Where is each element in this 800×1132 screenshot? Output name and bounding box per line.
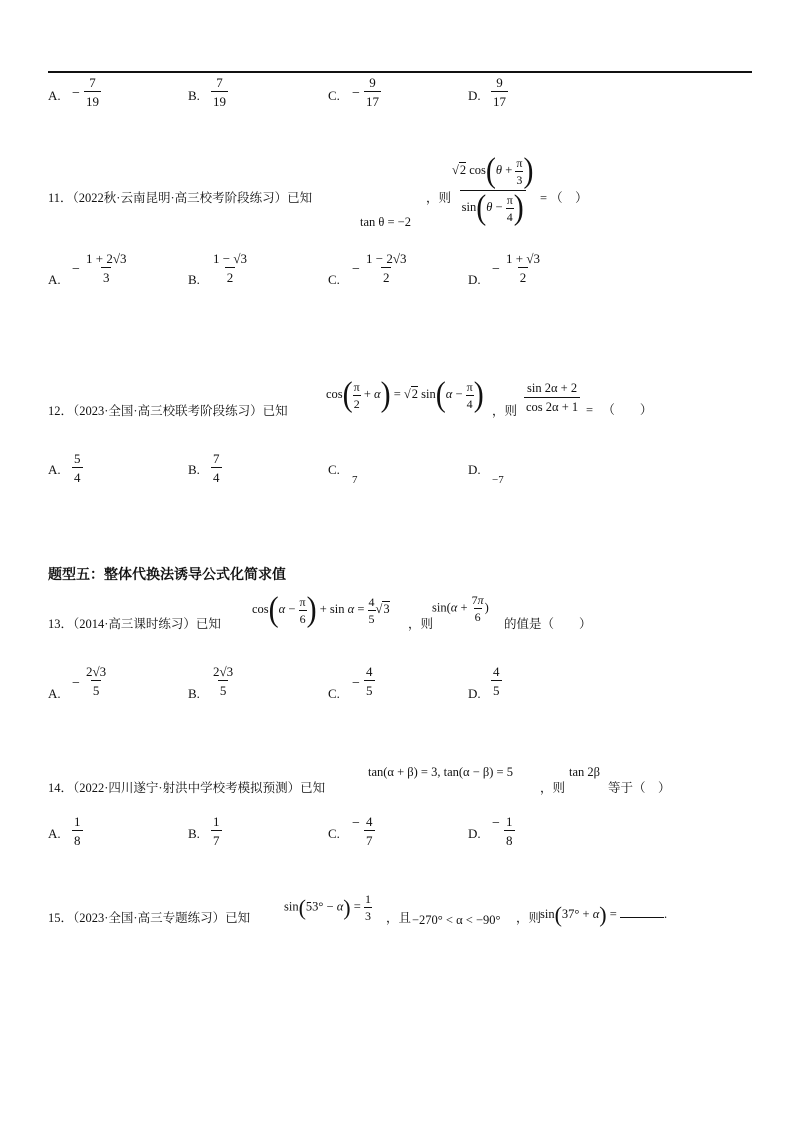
then-text: ，则 [408, 617, 434, 631]
question-stem: 15．（2023·全国·高三专题练习）已知 [48, 911, 251, 925]
then-text: ，则 [426, 191, 452, 205]
section-heading: 题型五：整体代换法诱导公式化简求值 [48, 567, 286, 583]
option-fraction: $\frac{2√3}{5}$ [86, 664, 107, 698]
option-label[interactable]: B. [188, 826, 200, 841]
option-label[interactable]: D. [468, 826, 481, 841]
question-stem: 13．（2014·高三课时练习）已知 [48, 617, 221, 631]
option-fraction: $\frac{4}{5}$ [493, 664, 500, 698]
option-fraction: $\frac{1}{8}$ [74, 814, 81, 848]
target-formula: sin(α + $\frac{7\pi}{6}$ ) [432, 593, 489, 624]
option-fraction: $\frac{1}{8}$ [506, 814, 513, 848]
minus-sign: − [352, 86, 360, 101]
option-value: 7 [352, 474, 358, 486]
option-label[interactable]: A. [48, 272, 61, 287]
target-formula: tan 2β [569, 765, 601, 779]
minus-sign: − [352, 262, 360, 277]
main-expression-fraction: √2 cos(θ + $\frac{\pi}{3}$ ) sin(θ − $\frac{\pi}{4}$ ) [452, 151, 534, 227]
condition-formula: sin(53° − α) = $\frac{1}{3}$ [284, 892, 371, 923]
option-fraction: $\frac{9}{17}$ [493, 75, 506, 109]
option-label[interactable]: C. [328, 462, 340, 477]
option-fraction: $\frac{9}{17}$ [366, 75, 379, 109]
option-fraction: $\frac{1}{7}$ [213, 814, 220, 848]
condition-formula: tan θ = −2 [360, 215, 411, 229]
option-label[interactable]: B. [188, 462, 200, 477]
option-fraction: $\frac{7}{19}$ [86, 75, 99, 109]
minus-sign: − [352, 676, 360, 691]
then-text: ，则 [540, 781, 566, 795]
minus-sign: − [352, 816, 360, 831]
minus-sign: − [492, 262, 500, 277]
minus-sign: − [72, 86, 80, 101]
option-fraction: $\frac{2√3}{5}$ [213, 664, 234, 698]
option-label[interactable]: C. [328, 826, 340, 841]
option-label[interactable]: A. [48, 686, 61, 701]
option-fraction: $\frac{5}{4}$ [74, 451, 81, 485]
option-fraction: $\frac{7}{4}$ [213, 451, 220, 485]
option-label[interactable]: B. [188, 88, 200, 103]
option-fraction: $\frac{4}{5}$ [366, 664, 373, 698]
answer-parens: = （ ） [540, 191, 588, 205]
condition-formula: tan(α + β) = 3, tan(α − β) = 5 [368, 765, 513, 779]
option-fraction: $\frac{1 + 2√3}{3}$ [86, 251, 127, 285]
minus-sign: − [72, 262, 80, 277]
top-rule [48, 71, 752, 73]
question-stem: 14．（2022·四川遂宁·射洪中学校考模拟预测）已知 [48, 781, 326, 795]
then-text: ，则 [492, 404, 518, 418]
option-fraction: $\frac{4}{7}$ [366, 814, 373, 848]
option-fraction: $\frac{1 - √3}{2}$ [213, 251, 247, 285]
answer-parens: 等于（ ） [608, 781, 671, 795]
option-label[interactable]: D. [468, 88, 481, 103]
option-label[interactable]: A. [48, 88, 61, 103]
condition-formula: cos(α − $\frac{\pi}{6}$ ) + sin α = $\frac{4}{5}$ √3 [252, 590, 390, 629]
option-label[interactable]: C. [328, 686, 340, 701]
option-value: −7 [492, 474, 504, 486]
option-label[interactable]: D. [468, 686, 481, 701]
option-fraction: $\frac{1 - 2√3}{2}$ [366, 251, 407, 285]
option-fraction: $\frac{1 + √3}{2}$ [506, 251, 540, 285]
condition-formula: cos( $\frac{\pi}{2}$ + α) = √2 sin(α − $\frac{\pi}{4}$ ) [326, 375, 484, 414]
range-formula: −270° < α < −90° [412, 913, 501, 927]
option-label[interactable]: C. [328, 272, 340, 287]
target-fraction: $\frac{\sin 2\alpha + 2}{\cos 2\alpha + 1}$ [526, 381, 579, 414]
question-stem: 12．（2023·全国·高三校联考阶段练习）已知 [48, 404, 288, 418]
option-label[interactable]: D. [468, 462, 481, 477]
option-fraction: $\frac{7}{19}$ [213, 75, 226, 109]
answer-blank[interactable] [620, 905, 664, 918]
answer-parens: = （ ） [586, 403, 653, 417]
then-text: ，则 [516, 911, 542, 925]
option-label[interactable]: A. [48, 462, 61, 477]
answer-parens: 的值是（ ） [504, 617, 592, 631]
option-label[interactable]: B. [188, 686, 200, 701]
target-formula: sin(37° + α) = . [540, 902, 668, 927]
option-label[interactable]: A. [48, 826, 61, 841]
and-text: ，且 [386, 911, 412, 925]
minus-sign: − [492, 816, 500, 831]
question-stem: 11．（2022秋·云南昆明·高三校考阶段练习）已知 [48, 191, 313, 205]
option-label[interactable]: C. [328, 88, 340, 103]
minus-sign: − [72, 676, 80, 691]
option-label[interactable]: D. [468, 272, 481, 287]
option-label[interactable]: B. [188, 272, 200, 287]
